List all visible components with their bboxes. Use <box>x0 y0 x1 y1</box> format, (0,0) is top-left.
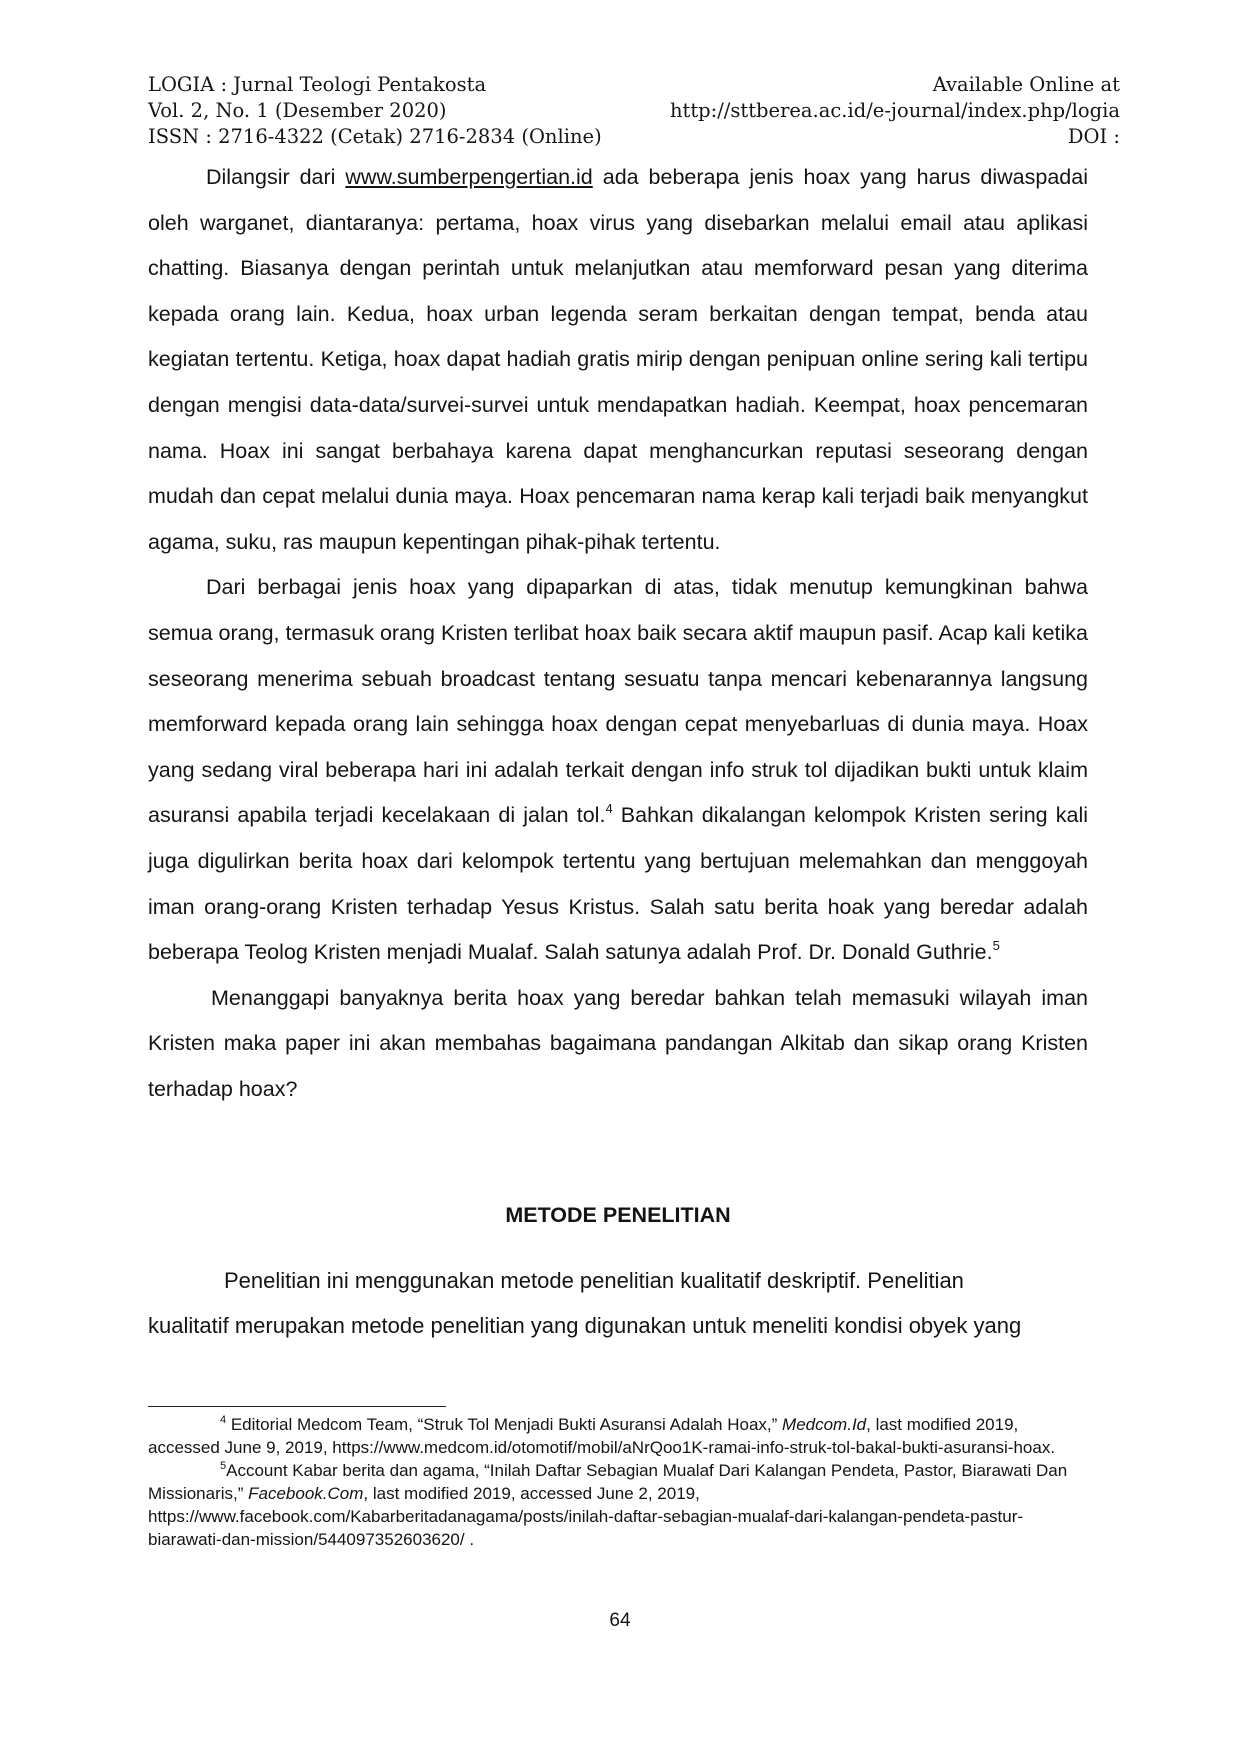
footnote-text-after: , last modified 2019, accessed June 9, 2019, https://www.medcom.id/otomotif/mobil/aNrQoo1K-ramai-info-struk-tol-bakal-bukti-asuransi-hoax. <box>148 1415 1056 1457</box>
footnote-separator <box>148 1406 446 1407</box>
footnote-5 <box>148 1459 1088 1551</box>
footnotes <box>148 1413 1088 1551</box>
paragraph-text-part1: Dari berbagai jenis hoax yang dipaparkan di atas, tidak menutup kemungkinan bahwa semua orang, termasuk orang Kristen terlibat hoax baik secara aktif maupun pasif. Acap kali ketika seseorang menerima sebuah broadcast tentang sesuatu tanpa mencari kebenarannya langsung memforward kepada orang lain sehingga hoax dengan cepat menyebarluas di dunia maya. Hoax yang sedang viral beberapa hari ini adalah terkait dengan info struk tol dijadikan bukti untuk klaim asuransi apabila terjadi kecelakaan di jalan tol. <box>148 575 1088 828</box>
footnote-number: 4 <box>220 1414 227 1426</box>
source-link[interactable]: www.sumberpengertian.id <box>345 165 593 189</box>
journal-volume: Vol. 2, No. 1 (Desember 2020) <box>148 99 447 122</box>
paragraph-text-part2: Bahkan dikalangan kelompok Kristen sering kali juga digulirkan berita hoax dari kelompok tertentu yang bertujuan melemahkan dan menggoyah iman orang-orang Kristen terhadap Yesus Kristus. Salah satu berita hoak yang beredar adalah beberapa Teolog Kristen menjadi Mualaf. Salah satunya adalah Prof. Dr. Donald Guthrie. <box>148 803 1088 965</box>
paragraph-paper-purpose: Menanggapi banyaknya berita hoax yang beredar bahkan telah memasuki wilayah iman Kristen maka paper ini akan membahas bagaimana pandangan Alkitab dan sikap orang Kristen terhadap hoax? <box>148 985 1088 1101</box>
method-line-1: Penelitian ini menggunakan metode penelitian kualitatif deskriptif. Penelitian <box>224 1268 964 1293</box>
footnote-source: Facebook.Com <box>248 1484 364 1503</box>
footnote-ref-4[interactable]: 4 <box>605 801 613 817</box>
footnote-text-after: , last modified 2019, accessed June 2, 2019, https://www.facebook.com/Kabarberitadanagama/posts/inilah-daftar-sebagian-mualaf-dari-kalangan-pendeta-pastur-biarawati-dan-mission/544097352603620/ . <box>148 1484 1024 1549</box>
journal-url: http://sttberea.ac.id/e-journal/index.php/logia <box>669 99 1120 122</box>
method-paragraph <box>148 1258 1088 1348</box>
method-line-2: kualitatif merupakan metode penelitian yang digunakan untuk meneliti kondisi obyek yang <box>148 1313 1022 1338</box>
doi-label: DOI : <box>1067 125 1120 148</box>
journal-name: LOGIA : Jurnal Teologi Pentakosta <box>148 73 487 96</box>
footnote-number: 5 <box>220 1460 227 1472</box>
footnote-4 <box>148 1413 1088 1459</box>
paragraph-christian-hoax <box>148 565 1088 975</box>
page-number: 64 <box>609 1610 631 1631</box>
footnote-text-before: Account Kabar berita dan agama, “Inilah Daftar Sebagian Mualaf Dari Kalangan Pendeta, Pastor, Biarawati Dan Missionaris,” <box>148 1461 1068 1503</box>
journal-issn: ISSN : 2716-4322 (Cetak) 2716-2834 (Online) <box>148 125 602 148</box>
header-right <box>670 72 1120 150</box>
footnote-source: Medcom.Id <box>782 1415 867 1434</box>
available-online-label: Available Online at <box>932 73 1120 96</box>
header-left <box>148 72 602 150</box>
paragraph-lead: Dilangsir dari <box>206 165 346 189</box>
footnote-ref-5[interactable]: 5 <box>992 938 1000 954</box>
section-heading: METODE PENELITIAN <box>505 1203 731 1227</box>
footnote-text-before: Editorial Medcom Team, “Struk Tol Menjadi Bukti Asuransi Adalah Hoax,” <box>226 1415 783 1434</box>
paragraph-hoax-types <box>148 155 1088 565</box>
body-text <box>148 155 1088 1112</box>
paragraph-text: ada beberapa jenis hoax yang harus diwaspadai oleh warganet, diantaranya: pertama, hoax virus yang disebarkan melalui email atau aplikasi chatting. Biasanya dengan perintah untuk melanjutkan atau memforward pesan yang diterima kepada orang lain. Kedua, hoax urban legenda seram berkaitan dengan tempat, benda atau kegiatan tertentu. Ketiga, hoax dapat hadiah gratis mirip dengan penipuan online sering kali tertipu dengan mengisi data-data/survei-survei untuk mendapatkan hadiah. Keempat, hoax pencemaran nama. Hoax ini sangat berbahaya karena dapat menghancurkan reputasi seseorang dengan mudah dan cepat melalui dunia maya. Hoax pencemaran nama kerap kali terjadi baik menyangkut agama, suku, ras maupun kepentingan pihak-pihak tertentu. <box>148 165 1088 554</box>
